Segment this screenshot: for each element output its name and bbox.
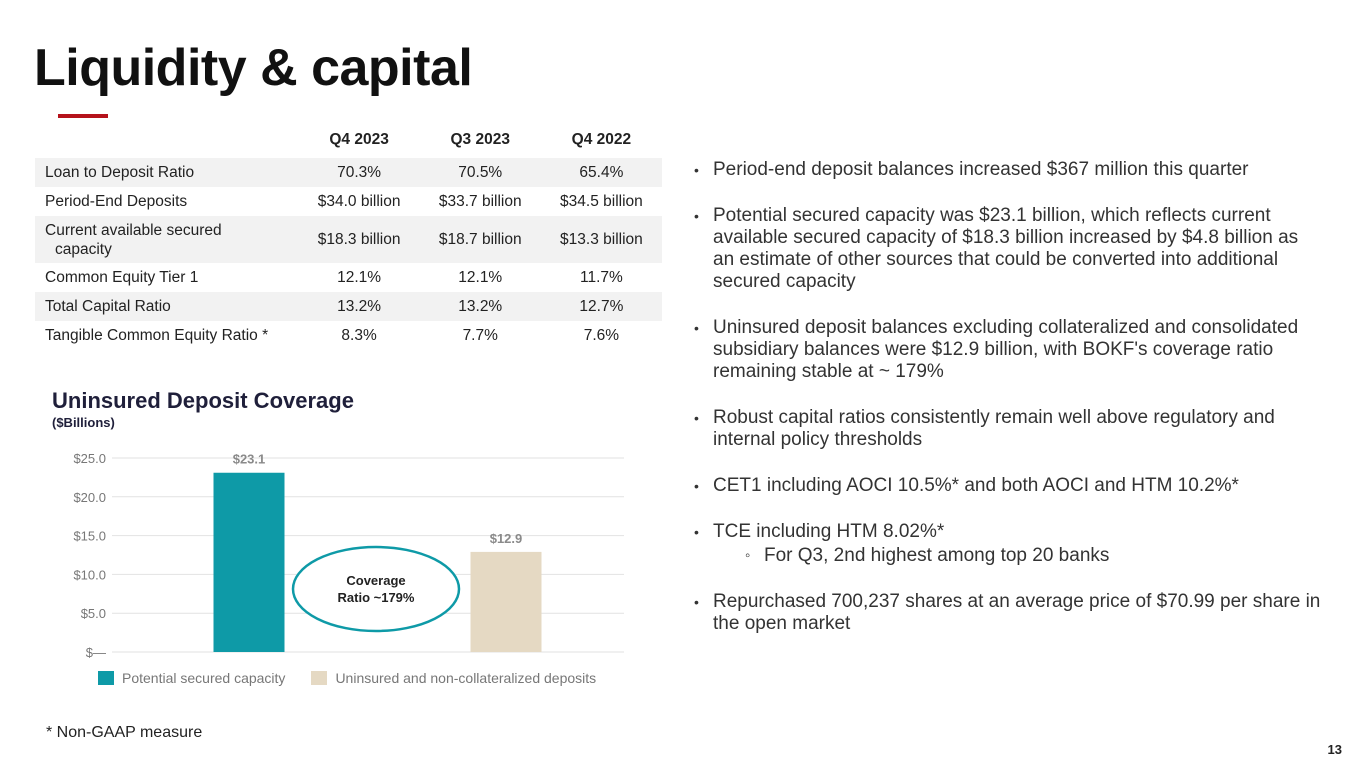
legend-label: Potential secured capacity [122,670,286,686]
bullet-item [692,407,1322,451]
key-points-list [692,159,1322,659]
table-cell: 13.2% [420,292,541,321]
bullet-item [692,317,1322,383]
legend-item [311,670,596,686]
table-cell: 7.6% [583,326,620,344]
table-cell: 8.3% [341,326,377,344]
row-label: Common Equity Tier 1 [45,268,199,286]
data-label: $12.9 [489,530,523,546]
table-cell: 7.7% [462,326,498,344]
bullet-text: Uninsured deposit balances excluding collateralized and consolidated subsidiary balances were $12.9 billion, with BOKF's coverage ratio remaining stable at ~ 179% [713,317,1299,382]
bullet-item [692,205,1322,293]
bullet-text: Robust capital ratios consistently remain well above regulatory and internal policy thresholds [713,407,1275,450]
bar [471,552,542,652]
bullet-item [692,591,1322,635]
metrics-table [35,122,662,350]
table-cell: 12.1% [337,268,382,286]
row-label: Total Capital Ratio [35,292,299,321]
bullet-text: Potential secured capacity was $23.1 billion, which reflects current available secured capacity of $18.3 billion increased by $4.8 billion as an estimate of other sources that could be converted into additional secured capacity [713,205,1299,292]
table-cell: $34.0 billion [317,192,401,210]
chart-subtitle: ($Billions) [52,415,115,430]
row-label-line: capacity [55,240,112,258]
bullet-dot-icon: • [694,208,699,224]
legend-label: Uninsured and non-collateralized deposits [335,670,597,686]
bullet-text: Repurchased 700,237 shares at an average price of $70.99 per share in the open market [713,591,1321,634]
table-cell: $33.7 billion [438,192,522,210]
table-row [35,158,662,187]
title-accent-rule [58,114,108,118]
bullet-item [692,521,1322,567]
row-label: Tangible Common Equity Ratio * [45,326,269,344]
table-row [35,292,662,321]
bullet-dot-icon: • [694,410,699,426]
table-cell: 11.7% [580,268,623,286]
sub-bullet-text: For Q3, 2nd highest among top 20 banks [764,545,1110,566]
bullet-text: Period-end deposit balances increased $367 million this quarter [713,159,1249,180]
table-cell: 12.1% [458,268,503,286]
table-cell: 70.5% [420,158,541,187]
table-cell: 13.2% [299,292,420,321]
bullet-dot-icon: • [694,320,699,336]
footnote: * Non-GAAP measure [46,724,203,741]
bullet-dot-icon: • [694,162,699,178]
y-tick-label: $25.0 [73,451,106,466]
y-tick-label: $10.0 [73,567,106,583]
chart-legend [98,670,622,686]
bar [214,473,285,652]
annotation-text: Ratio ~179% [337,590,415,605]
uninsured-deposit-coverage-chart [40,440,640,665]
table-cell: 12.7% [541,292,662,321]
table-cell: $34.5 billion [560,192,643,210]
table-row [35,187,662,216]
row-label-line: Current available secured [45,221,222,239]
page-number: 13 [1327,742,1342,757]
sub-bullet-ring-icon: ◦ [745,547,751,564]
y-tick-label: $20.0 [73,489,106,505]
table-row [35,263,662,292]
data-label: $23.1 [232,451,266,467]
legend-swatch [98,671,114,685]
legend-item [98,670,285,686]
table-cell: $18.7 billion [420,216,541,263]
table-header-cell: Q3 2023 [450,131,510,148]
row-label [35,216,299,263]
y-tick-label: $15.0 [73,528,106,544]
table-header-cell: Q4 2023 [329,131,389,148]
sub-bullet-item [713,545,1322,567]
y-tick-label: $— [85,645,106,660]
row-label: Loan to Deposit Ratio [35,158,299,187]
bullet-dot-icon: • [694,478,699,494]
table-cell: $13.3 billion [541,216,662,263]
bullet-text: CET1 including AOCI 10.5%* and both AOCI and HTM 10.2%* [713,475,1239,496]
table-header-cell: Q4 2022 [571,131,632,148]
coverage-ratio-ellipse [293,547,459,631]
bullet-item [692,159,1322,181]
table-header-row [35,122,662,158]
chart-title: Uninsured Deposit Coverage [52,388,354,413]
bullet-item [692,475,1322,497]
page-title: Liquidity & capital [34,39,473,97]
annotation-text: Coverage [346,573,406,588]
bullet-dot-icon: • [694,524,699,540]
table-cell: 65.4% [541,158,662,187]
table-cell: 70.3% [299,158,420,187]
table-cell: $18.3 billion [299,216,420,263]
row-label: Period-End Deposits [45,192,188,210]
bullet-text: TCE including HTM 8.02%* [713,521,945,542]
table-header-cell [35,122,299,158]
bullet-dot-icon: • [694,594,699,610]
table-row [35,216,662,263]
y-tick-label: $5.0 [80,606,106,622]
table-row [35,321,662,350]
legend-swatch [311,671,327,685]
